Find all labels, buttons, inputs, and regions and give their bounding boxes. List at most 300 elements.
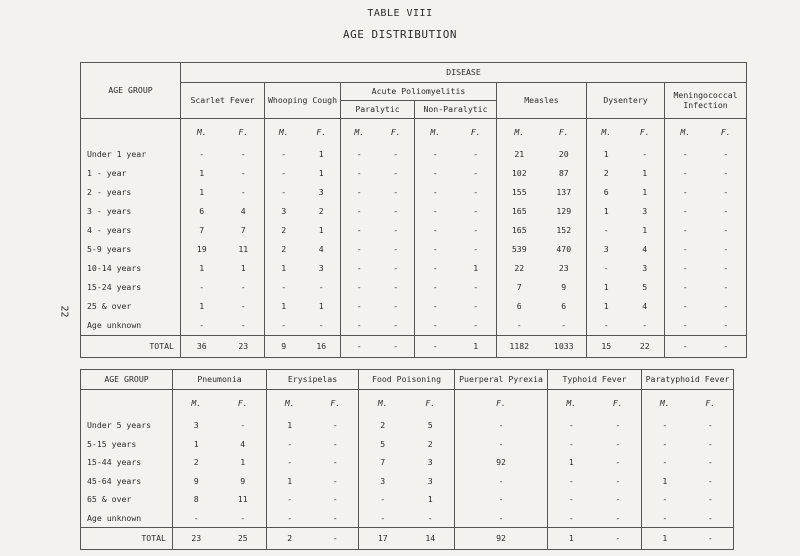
cell-value: 539 [497, 240, 542, 259]
cell-value: - [240, 282, 246, 293]
male-header: M. [359, 390, 407, 417]
cell-value: - [341, 297, 378, 316]
cell-value: 6 [561, 301, 567, 312]
cell-value: 3 [642, 263, 648, 274]
table-row [81, 453, 734, 472]
female-header: F. [425, 397, 436, 408]
cell-value: - [393, 301, 399, 312]
cell-value: - [706, 259, 747, 278]
table-row [81, 490, 734, 509]
age-group-header-2: AGE GROUP [81, 370, 173, 390]
cell-value: - [688, 509, 734, 528]
cell-value: - [415, 145, 456, 164]
header-whooping-cough: Whooping Cough [265, 83, 341, 119]
male-header: M. [587, 119, 626, 146]
cell-value: 16 [303, 336, 341, 358]
age-group-label: Under 5 years [81, 416, 173, 435]
cell-value: 11 [238, 244, 249, 255]
cell-value: 470 [556, 244, 572, 255]
cell-value: 7 [497, 278, 542, 297]
cell-value: 155 [497, 183, 542, 202]
cell-value: - [587, 259, 626, 278]
cell-value: - [267, 453, 313, 472]
table-row [81, 435, 734, 454]
cell-value: 4 [240, 206, 246, 217]
cell-value: - [473, 301, 479, 312]
header-paralytic: Paralytic [341, 101, 415, 119]
cell-value: - [181, 145, 223, 164]
cell-value: 2 [265, 240, 303, 259]
cell-value: 3 [359, 472, 407, 491]
age-group-label: 5-15 years [81, 435, 173, 454]
cell-value: - [341, 278, 378, 297]
cell-value: - [415, 278, 456, 297]
cell-value: 21 [497, 145, 542, 164]
cell-value: 5 [642, 282, 648, 293]
cell-value: - [587, 316, 626, 336]
header-typhoid-fever: Typhoid Fever [548, 370, 642, 390]
header-food-poisoning: Food Poisoning [359, 370, 455, 390]
cell-value: 1182 [497, 336, 542, 358]
cell-value: - [615, 420, 621, 431]
cell-value: 1 [265, 297, 303, 316]
cell-value: 1 [318, 301, 324, 312]
table-row [81, 164, 747, 183]
cell-value: 2 [318, 206, 324, 217]
table-row [81, 221, 747, 240]
male-header: M. [548, 390, 595, 417]
cell-value: 23 [558, 263, 569, 274]
cell-value: 6 [497, 297, 542, 316]
cell-value: - [665, 202, 706, 221]
cell-value: 9 [561, 282, 567, 293]
cell-value: - [706, 240, 747, 259]
cell-value: - [181, 316, 223, 336]
table-row [81, 472, 734, 491]
sex-header-blank [81, 119, 181, 146]
age-group-label: 5-9 years [81, 240, 181, 259]
cell-value: 22 [497, 259, 542, 278]
cell-value: - [473, 206, 479, 217]
cell-value: - [415, 259, 456, 278]
cell-value: 1 [240, 263, 246, 274]
cell-value: - [332, 457, 338, 468]
cell-value: - [455, 509, 548, 528]
male-header: M. [267, 390, 313, 417]
cell-value: - [341, 336, 378, 358]
female-header: F. [639, 126, 650, 137]
cell-value: 6 [587, 183, 626, 202]
cell-value: - [318, 320, 324, 331]
table-row [81, 240, 747, 259]
cell-value: - [642, 320, 648, 331]
male-header: M. [265, 119, 303, 146]
cell-value: - [642, 490, 688, 509]
cell-value: - [706, 221, 747, 240]
cell-value: - [665, 164, 706, 183]
cell-value: - [427, 512, 433, 523]
cell-value: - [665, 336, 706, 358]
cell-value: 4 [642, 244, 648, 255]
cell-value: - [181, 278, 223, 297]
cell-value: 102 [497, 164, 542, 183]
cell-value: - [415, 183, 456, 202]
header-erysipelas: Erysipelas [267, 370, 359, 390]
cell-value: 2 [265, 221, 303, 240]
table-row [81, 416, 734, 435]
page-number: 22 [58, 305, 70, 318]
cell-value: - [548, 509, 595, 528]
header-meningococcal-infection: Meningococcal Infection [665, 83, 747, 119]
age-group-label: Under 1 year [81, 145, 181, 164]
cell-value: - [548, 472, 595, 491]
cell-value: 92 [455, 453, 548, 472]
cell-value: - [415, 297, 456, 316]
cell-value: - [415, 202, 456, 221]
cell-value: - [415, 164, 456, 183]
cell-value: - [240, 420, 246, 431]
cell-value: - [332, 438, 338, 449]
age-group-label: 1 - year [81, 164, 181, 183]
sex-header-row-2 [81, 390, 734, 417]
cell-value: - [548, 490, 595, 509]
cell-value: 165 [497, 221, 542, 240]
female-header: F. [316, 126, 327, 137]
table-heading: AGE DISTRIBUTION [343, 28, 457, 41]
cell-value: - [642, 509, 688, 528]
cell-value: - [393, 320, 399, 331]
cell-value: - [706, 278, 747, 297]
male-header: M. [642, 390, 688, 417]
cell-value: - [706, 316, 747, 336]
cell-value: 1 [642, 528, 688, 550]
cell-value: 3 [427, 457, 433, 468]
cell-value: 1033 [542, 336, 587, 358]
cell-value: - [473, 282, 479, 293]
cell-value: - [341, 183, 378, 202]
sex-header-blank [81, 390, 173, 417]
cell-value: - [393, 225, 399, 236]
cell-value: 1 [240, 457, 246, 468]
cell-value: - [688, 490, 734, 509]
cell-value: - [415, 316, 456, 336]
disease-header: DISEASE [181, 63, 747, 83]
cell-value: - [587, 221, 626, 240]
cell-value: - [240, 320, 246, 331]
cell-value: - [548, 435, 595, 454]
cell-value: 19 [181, 240, 223, 259]
cell-value: 9 [265, 336, 303, 358]
table-caption: TABLE VIII [367, 8, 433, 19]
cell-value: - [393, 149, 399, 160]
male-header: M. [181, 119, 223, 146]
cell-value: - [665, 183, 706, 202]
cell-value: - [642, 416, 688, 435]
cell-value: - [706, 297, 747, 316]
cell-value: - [455, 490, 548, 509]
cell-value: - [665, 240, 706, 259]
cell-value: - [688, 453, 734, 472]
cell-value: - [393, 168, 399, 179]
cell-value: 14 [407, 528, 455, 550]
cell-value: - [497, 316, 542, 336]
age-group-label: Age unknown [81, 316, 181, 336]
cell-value: - [665, 221, 706, 240]
cell-value: 5 [427, 420, 433, 431]
other-disease-age-table [80, 369, 734, 550]
cell-value: - [473, 244, 479, 255]
cell-value: 7 [240, 225, 246, 236]
cell-value: 1 [427, 494, 433, 505]
cell-value: - [341, 240, 378, 259]
cell-value: 4 [318, 244, 324, 255]
cell-value: - [615, 494, 621, 505]
header-scarlet-fever: Scarlet Fever [181, 83, 265, 119]
cell-value: 2 [267, 528, 313, 550]
cell-value: 4 [240, 438, 246, 449]
cell-value: - [473, 168, 479, 179]
cell-value: - [615, 512, 621, 523]
cell-value: 1 [587, 202, 626, 221]
cell-value: - [341, 145, 378, 164]
cell-value: - [393, 187, 399, 198]
header-dysentery: Dysentery [587, 83, 665, 119]
cell-value: - [688, 528, 734, 550]
cell-value: 1 [587, 278, 626, 297]
cell-value: 8 [173, 490, 220, 509]
cell-value: - [455, 435, 548, 454]
cell-value: 17 [359, 528, 407, 550]
cell-value: 2 [587, 164, 626, 183]
cell-value: - [173, 509, 220, 528]
cell-value: 1 [642, 168, 648, 179]
cell-value: 87 [558, 168, 569, 179]
cell-value: - [378, 336, 415, 358]
cell-value: 20 [558, 149, 569, 160]
male-header: M. [497, 119, 542, 146]
cell-value: - [665, 316, 706, 336]
female-header: F. [390, 126, 401, 137]
cell-value: - [642, 435, 688, 454]
total-row [81, 528, 734, 550]
cell-value: 23 [173, 528, 220, 550]
cell-value: 1 [181, 183, 223, 202]
cell-value: - [240, 187, 246, 198]
cell-value: - [473, 320, 479, 331]
cell-value: 137 [556, 187, 572, 198]
cell-value: - [267, 435, 313, 454]
cell-value: - [706, 164, 747, 183]
cell-value: 1 [587, 145, 626, 164]
cell-value: 5 [359, 435, 407, 454]
cell-value: - [706, 145, 747, 164]
cell-value: - [265, 145, 303, 164]
cell-value: - [341, 202, 378, 221]
cell-value: 152 [556, 225, 572, 236]
cell-value: 1 [642, 225, 648, 236]
cell-value: 25 [220, 528, 267, 550]
cell-value: 1 [173, 435, 220, 454]
table-row [81, 278, 747, 297]
cell-value: - [615, 457, 621, 468]
cell-value: 7 [181, 221, 223, 240]
age-group-label: Age unknown [81, 509, 173, 528]
cell-value: 1 [265, 259, 303, 278]
age-group-header: AGE GROUP [81, 63, 181, 119]
cell-value: - [332, 420, 338, 431]
cell-value: - [688, 435, 734, 454]
age-group-label: 25 & over [81, 297, 181, 316]
cell-value: - [393, 282, 399, 293]
cell-value: - [688, 416, 734, 435]
cell-value: - [665, 297, 706, 316]
cell-value: - [267, 490, 313, 509]
header-acute-poliomyelitis: Acute Poliomyelitis [341, 83, 497, 101]
cell-value: - [359, 490, 407, 509]
cell-value: - [332, 475, 338, 486]
cell-value: - [595, 528, 642, 550]
female-header: F. [706, 119, 747, 146]
cell-value: - [265, 164, 303, 183]
cell-value: - [341, 164, 378, 183]
cell-value: - [359, 509, 407, 528]
cell-value: - [455, 416, 548, 435]
table-row [81, 145, 747, 164]
cell-value: - [240, 168, 246, 179]
cell-value: - [265, 316, 303, 336]
age-group-label: 15-44 years [81, 453, 173, 472]
cell-value: - [332, 512, 338, 523]
cell-value: 1 [548, 528, 595, 550]
cell-value: - [642, 149, 648, 160]
male-header: M. [665, 119, 706, 146]
cell-value: - [341, 259, 378, 278]
header-measles: Measles [497, 83, 587, 119]
cell-value: - [341, 316, 378, 336]
female-header: F. [237, 397, 248, 408]
age-group-label: 3 - years [81, 202, 181, 221]
age-group-label: 10-14 years [81, 259, 181, 278]
cell-value: - [615, 475, 621, 486]
cell-value: 3 [173, 416, 220, 435]
cell-value: 9 [173, 472, 220, 491]
cell-value: 1 [181, 259, 223, 278]
header-pneumonia: Pneumonia [173, 370, 267, 390]
cell-value: - [706, 336, 747, 358]
male-header: M. [415, 119, 456, 146]
cell-value: 129 [556, 206, 572, 217]
cell-value: - [642, 453, 688, 472]
cell-value: 3 [265, 202, 303, 221]
cell-value: 6 [181, 202, 223, 221]
cell-value: 11 [237, 494, 248, 505]
cell-value: 1 [181, 297, 223, 316]
cell-value: - [415, 240, 456, 259]
cell-value: - [473, 225, 479, 236]
female-header: F. [330, 397, 341, 408]
disease-age-table [80, 62, 747, 358]
cell-value: - [318, 282, 324, 293]
total-row [81, 336, 747, 358]
cell-value: - [265, 183, 303, 202]
cell-value: - [332, 494, 338, 505]
cell-value: - [455, 472, 548, 491]
table-row [81, 509, 734, 528]
female-header: F. [238, 126, 249, 137]
header-non-paralytic: Non-Paralytic [415, 101, 497, 119]
cell-value: 1 [318, 168, 324, 179]
age-group-label: 2 - years [81, 183, 181, 202]
header-paratyphoid-fever: Paratyphoid Fever [642, 370, 734, 390]
age-group-label: 45-64 years [81, 472, 173, 491]
cell-value: 1 [318, 225, 324, 236]
cell-value: - [665, 259, 706, 278]
cell-value: 92 [455, 528, 548, 550]
total-label: TOTAL [81, 528, 173, 550]
cell-value: 36 [181, 336, 223, 358]
cell-value: - [561, 320, 567, 331]
cell-value: - [240, 301, 246, 312]
total-label: TOTAL [81, 336, 181, 358]
cell-value: - [415, 336, 456, 358]
cell-value: 1 [587, 297, 626, 316]
cell-value: 2 [427, 438, 433, 449]
cell-value: - [548, 416, 595, 435]
age-group-label: 65 & over [81, 490, 173, 509]
cell-value: 2 [359, 416, 407, 435]
cell-value: 1 [548, 453, 595, 472]
cell-value: - [313, 528, 359, 550]
age-group-label: 15-24 years [81, 278, 181, 297]
cell-value: 2 [173, 453, 220, 472]
table-row [81, 316, 747, 336]
male-header: M. [341, 119, 378, 146]
female-header: F. [455, 390, 548, 417]
header-puerperal-pyrexia: Puerperal Pyrexia [455, 370, 548, 390]
cell-value: 4 [642, 301, 648, 312]
cell-value: 1 [267, 416, 313, 435]
cell-value: - [341, 221, 378, 240]
male-header: M. [173, 390, 220, 417]
female-header: F. [688, 390, 734, 417]
cell-value: - [393, 263, 399, 274]
sex-header-row [81, 119, 747, 146]
cell-value: 9 [240, 475, 246, 486]
cell-value: 1 [181, 164, 223, 183]
cell-value: - [706, 202, 747, 221]
cell-value: 23 [223, 336, 265, 358]
cell-value: - [240, 512, 246, 523]
cell-value: - [393, 206, 399, 217]
table-row [81, 297, 747, 316]
table-row [81, 259, 747, 278]
cell-value: 1 [642, 187, 648, 198]
cell-value: 1 [267, 472, 313, 491]
cell-value: - [473, 187, 479, 198]
cell-value: 3 [427, 475, 433, 486]
cell-value: 1 [642, 472, 688, 491]
cell-value: 1 [318, 149, 324, 160]
cell-value: - [688, 472, 734, 491]
female-header: F. [612, 397, 623, 408]
female-header: F. [558, 126, 569, 137]
cell-value: - [665, 145, 706, 164]
cell-value: 7 [359, 453, 407, 472]
cell-value: 165 [497, 202, 542, 221]
age-group-label: 4 - years [81, 221, 181, 240]
cell-value: - [393, 244, 399, 255]
cell-value: - [267, 509, 313, 528]
